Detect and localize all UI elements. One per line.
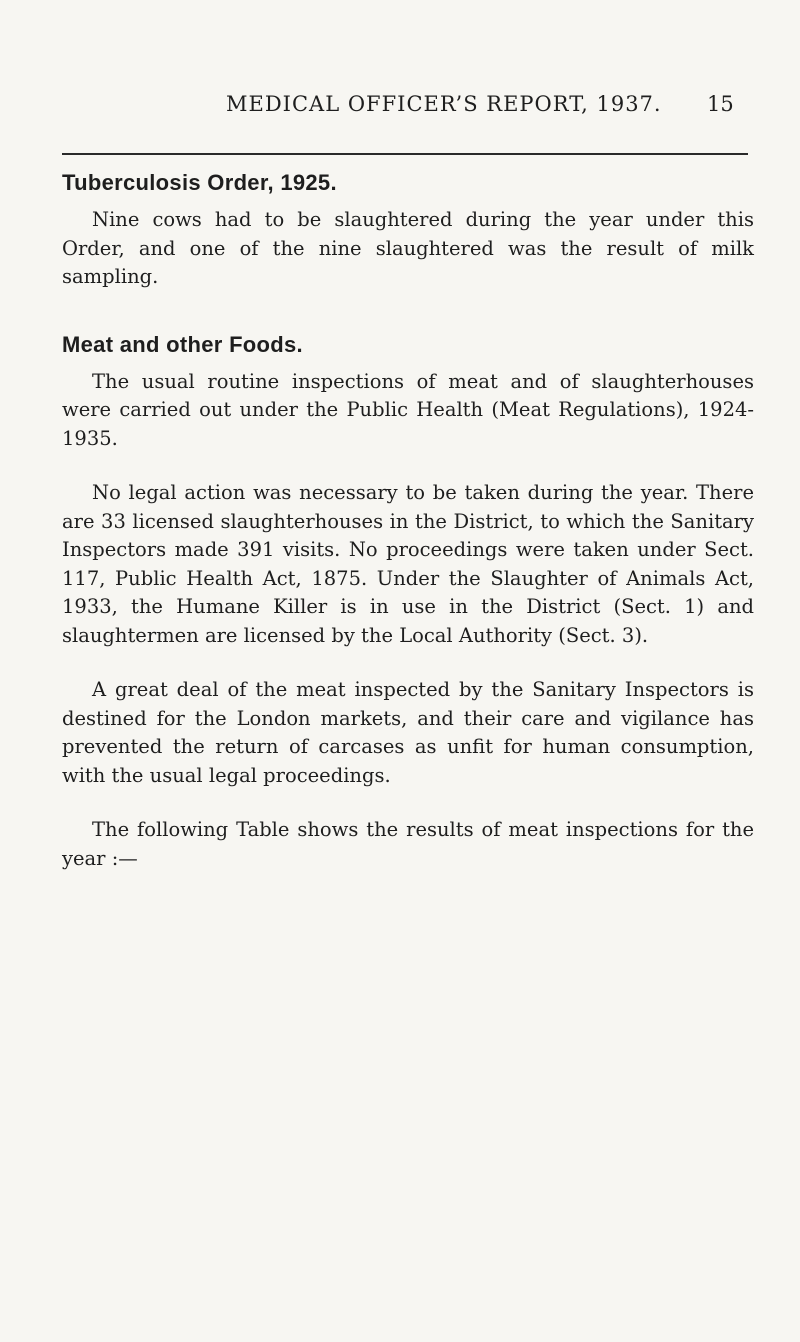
- paragraph-legal-action: No legal action was necessary to be taken during the year. There are 33 licensed slaughterhouses in the District, to which the Sanitary Inspectors made 391 visits. No proceedings were taken under Sect. 117, Public Health Act, 1875. Under the Slaughter of Animals Act, 1933, the Humane Killer is in use in the District (Sect. 1) and slaughtermen are licensed by the Local Authority (Sect. 3).: [62, 481, 754, 647]
- page-number: 15: [707, 92, 734, 116]
- paragraph-tuberculosis-order: Nine cows had to be slaughtered during the year under this Order, and one of the nine slaughtered was the result of milk sampling.: [62, 208, 754, 288]
- header-rule: [62, 153, 748, 155]
- section-heading-tuberculosis-order: Tuberculosis Order, 1925.: [62, 170, 337, 195]
- running-header: [0, 92, 800, 132]
- section-heading-meat-and-other-foods: Meat and other Foods.: [62, 331, 303, 357]
- running-title: MEDICAL OFFICER’S REPORT, 1937.: [226, 92, 662, 116]
- paragraph-london-markets: A great deal of the meat inspected by the Sanitary Inspectors is destined for the London markets, and their care and vigilance has prevented the return of carcases as unfit for human consumption, with the usual legal proceedings.: [62, 678, 754, 787]
- paragraph-following-table: The following Table shows the results of meat inspections for the year :—: [62, 818, 754, 870]
- paragraph-routine-inspections: The usual routine inspections of meat and of slaughterhouses were carried out under the Public Health (Meat Regulations), 1924-1935.: [62, 369, 754, 450]
- page-body: [62, 168, 754, 873]
